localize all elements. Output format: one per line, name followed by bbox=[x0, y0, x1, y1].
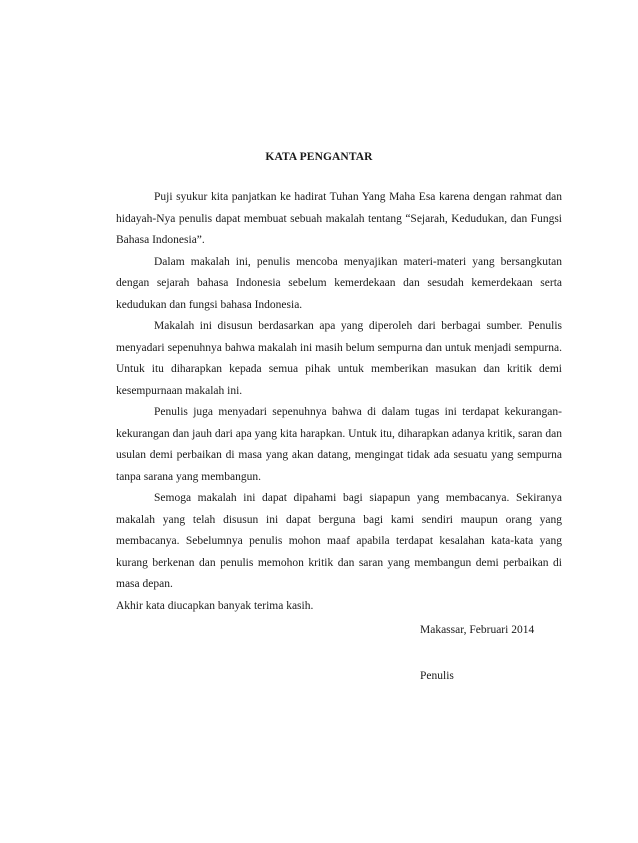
closing-sentence: Akhir kata diucapkan banyak terima kasih. bbox=[116, 599, 314, 612]
paragraph-5: Semoga makalah ini dapat dipahami bagi siapapun yang membacanya. Sekiranya makalah yang telah disusun ini dapat berguna bagi kami sendiri maupun orang yang membacanya. Sebelumnya penulis mohon maaf apabila terdapat kesalahan kata-kata yang kurang berkenan dan penulis memohon kritik dan saran yang membangun demi perbaikan di masa depan. bbox=[116, 492, 562, 590]
page-title: KATA PENGANTAR bbox=[265, 151, 373, 163]
document-body bbox=[116, 187, 562, 617]
paragraph-3: Makalah ini disusun berdasarkan apa yang diperoleh dari berbagai sumber. Penulis menyadari sepenuhnya bahwa makalah ini masih belum sempurna dan untuk menjadi sempurna. Untuk itu diharapkan kepada semua pihak untuk memberikan masukan dan kritik demi kesempurnaan makalah ini. bbox=[116, 320, 562, 397]
paragraph-2: Dalam makalah ini, penulis mencoba menyajikan materi-materi yang bersangkutan dengan sejarah bahasa Indonesia sebelum kemerdekaan dan sesudah kemerdekaan serta kedudukan dan fungsi bahasa Indonesia. bbox=[116, 255, 562, 311]
paragraph-4: Penulis juga menyadari sepenuhnya bahwa di dalam tugas ini terdapat kekurangan-kekurangan dan jauh dari apa yang kita harapkan. Untuk itu, diharapkan adanya kritik, saran dan usulan demi perbaikan di masa yang akan datang, mengingat tidak ada sesuatu yang sempurna tanpa sarana yang membangun. bbox=[116, 406, 562, 483]
place-date: Makassar, Februari 2014 bbox=[420, 624, 535, 636]
author-signature: Penulis bbox=[420, 670, 454, 682]
paragraph-1: Puji syukur kita panjatkan ke hadirat Tuhan Yang Maha Esa karena dengan rahmat dan hidayah-Nya penulis dapat membuat sebuah makalah tentang “Sejarah, Kedudukan, dan Fungsi Bahasa Indonesia”. bbox=[116, 191, 562, 246]
